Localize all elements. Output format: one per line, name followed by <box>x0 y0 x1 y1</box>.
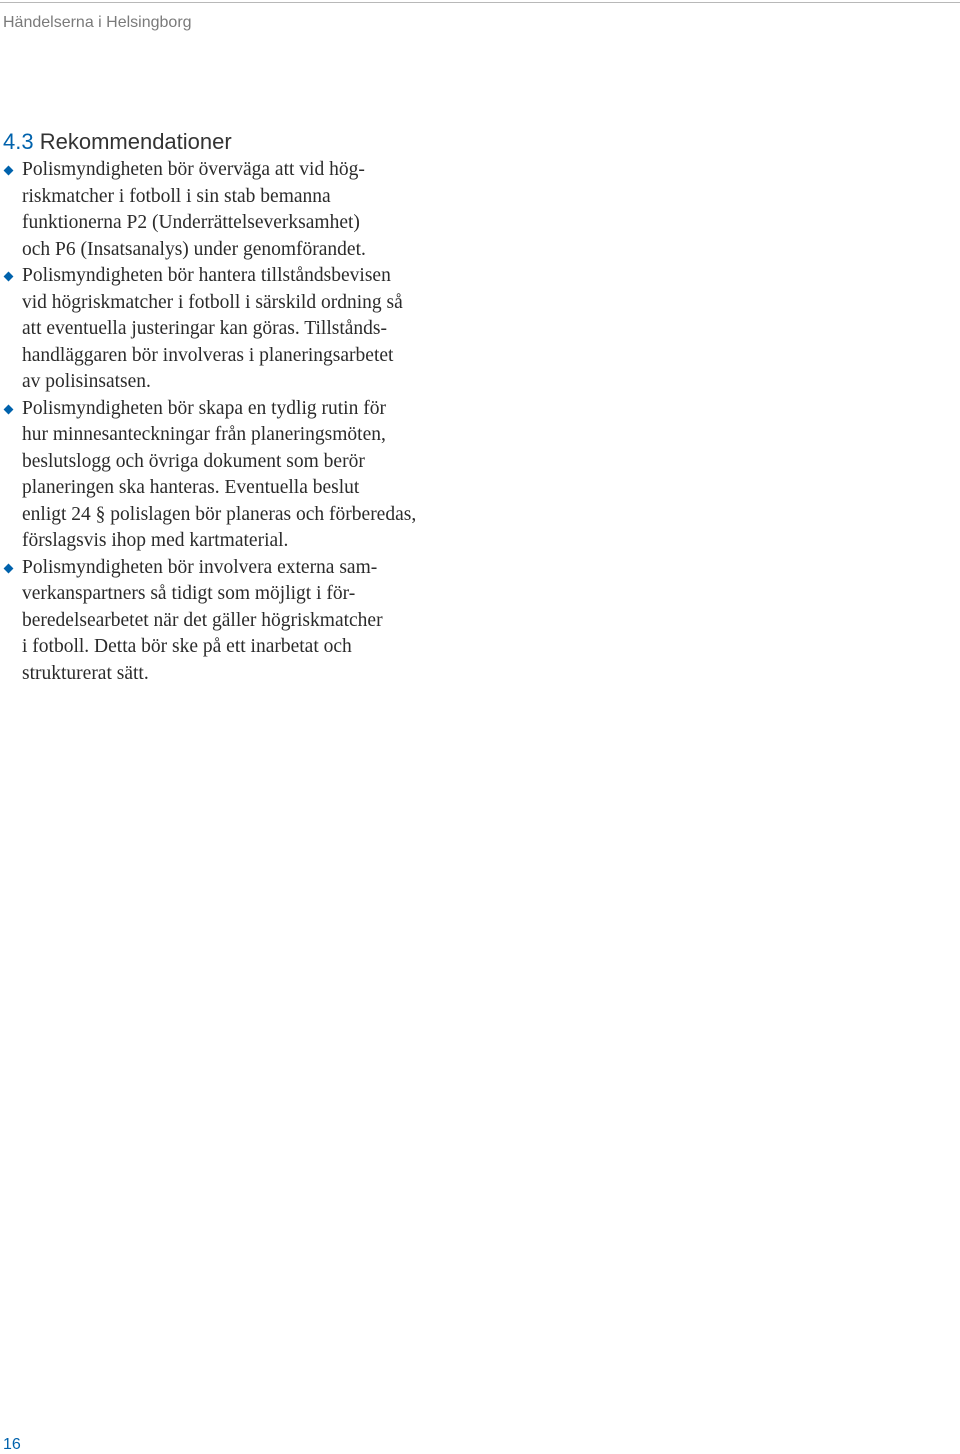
recommendation-text-line: enligt 24 § polislagen bör planeras och förberedas, <box>22 503 417 525</box>
recommendation-text-line: förslagsvis ihop med kartmaterial. <box>22 530 289 551</box>
recommendation-text-line: av polisinsatsen. <box>22 371 151 392</box>
recommendation-text-line: Polismyndigheten bör hantera tillståndsbevisen <box>22 265 391 286</box>
recommendation-text-line: beredelsearbetet när det gäller högriskmatcher <box>22 609 383 631</box>
recommendation-item <box>0 157 480 263</box>
recommendation-text-line: beslutslogg och övriga dokument som berör <box>22 450 365 472</box>
recommendation-text-line: strukturerat sätt. <box>22 662 149 684</box>
section-title: Rekommendationer <box>39 129 232 154</box>
diamond-bullet-icon <box>4 166 14 176</box>
recommendation-text-line: riskmatcher i fotboll i sin stab bemanna <box>22 185 331 207</box>
recommendation-item <box>0 396 480 555</box>
recommendation-text-line: Polismyndigheten bör skapa en tydlig rutin för <box>22 397 386 419</box>
recommendation-text-line: och P6 (Insatsanalys) under genomförandet. <box>22 238 366 260</box>
diamond-bullet-icon <box>4 272 14 282</box>
recommendation-item <box>0 555 480 688</box>
recommendation-text-line: handläggaren bör involveras i planeringsarbetet <box>22 344 394 366</box>
recommendation-text-line: vid högriskmatcher i fotboll i särskild ordning så <box>22 291 403 313</box>
recommendation-item <box>0 263 480 396</box>
recommendation-text-line: Polismyndigheten bör överväga att vid hög- <box>22 159 365 180</box>
running-header: Händelserna i Helsingborg <box>3 14 192 31</box>
section-number: 4.3 <box>3 129 34 154</box>
recommendation-list <box>0 157 480 687</box>
recommendation-text-line: att eventuella justeringar kan göras. Tillstånds- <box>22 318 388 339</box>
recommendation-text-line: planeringen ska hanteras. Eventuella beslut <box>22 477 360 498</box>
recommendation-text-line: i fotboll. Detta bör ske på ett inarbetat och <box>22 636 352 657</box>
page-number: 16 <box>3 1436 21 1453</box>
header-rule <box>0 2 960 3</box>
recommendation-text-line: verkanspartners så tidigt som möjligt i för- <box>22 583 356 604</box>
recommendation-text-line: hur minnesanteckningar från planeringsmöten, <box>22 424 386 445</box>
section-heading <box>3 127 232 157</box>
recommendation-text-line: Polismyndigheten bör involvera externa sam- <box>22 556 378 578</box>
recommendation-text-line: funktionerna P2 (Underrättelseverksamhet) <box>22 212 360 233</box>
diamond-bullet-icon <box>4 563 14 573</box>
diamond-bullet-icon <box>4 404 14 414</box>
